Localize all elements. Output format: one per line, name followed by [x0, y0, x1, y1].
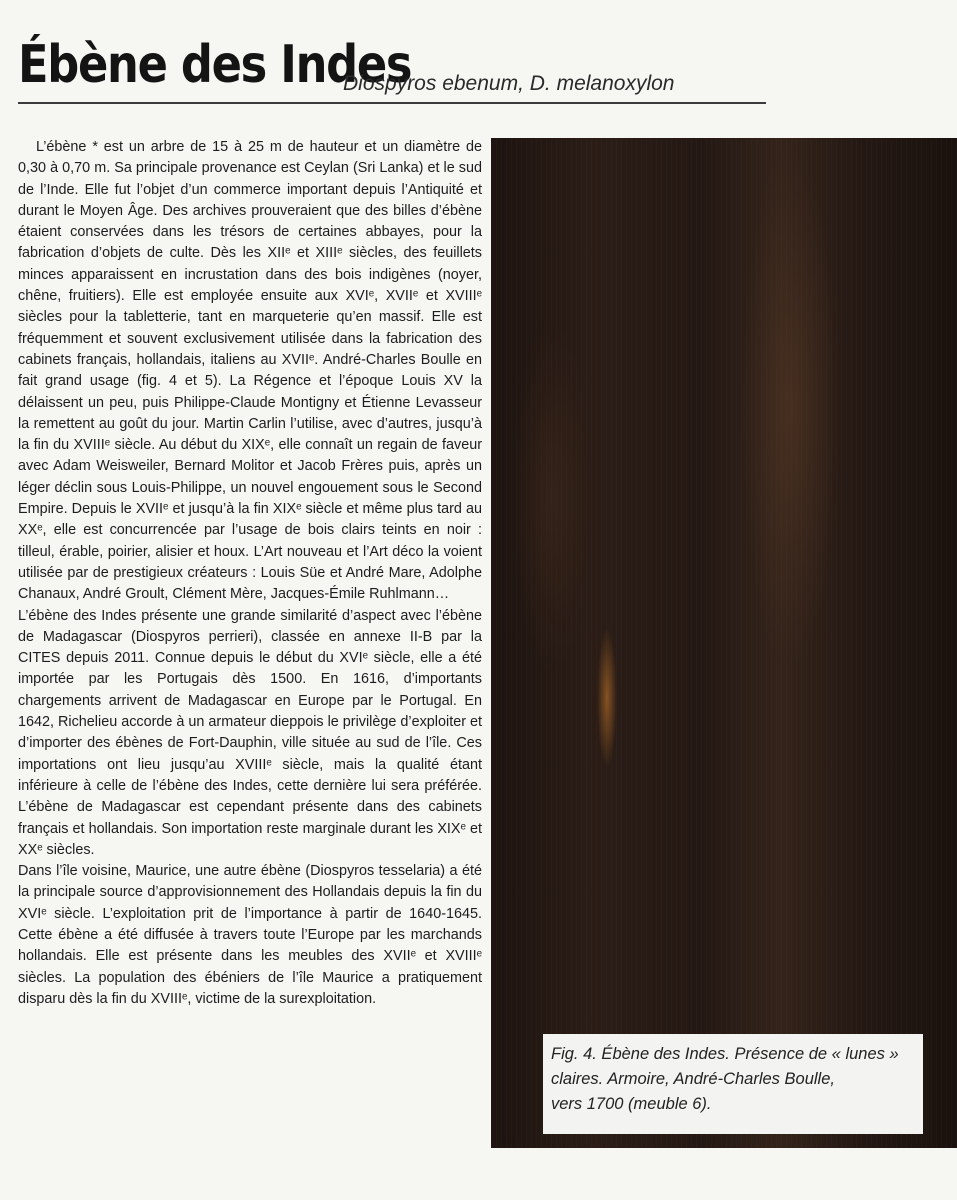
figure-caption — [551, 1042, 921, 1117]
paragraph-2: L’ébène des Indes présente une grande similarité d’aspect avec l’ébène de Madagascar (Diospyros perrieri), classée en annexe II-B par la CITES depuis 2011. Connue depuis le début du XVIᵉ siècle, elle a été importée par les Portugais dès 1500. En 1616, d’importants chargements arrivent de Madagascar en Europe par le Portugal. En 1642, Richelieu accorde à un armateur dieppois le privilège d’exploiter et d’importer des ébènes de Fort-Dauphin, ville située au sud de l’île. Ces importations ont lieu jusqu’au XVIIIᵉ siècle, mais la qualité étant inférieure à celle de l’ébène des Indes, cette dernière lui sera préférée. L’ébène de Madagascar est cependant présente dans des cabinets français et hollandais. Son importation reste marginale durant les XIXᵉ et XXᵉ siècles. — [18, 607, 482, 858]
caption-line-3: vers 1700 (meuble 6). — [551, 1095, 712, 1113]
caption-line-2: claires. Armoire, André-Charles Boulle, — [551, 1070, 835, 1088]
latin-name: Diospyros ebenum, D. melanoxylon — [343, 72, 675, 95]
article-title: Ébène des Indes — [18, 35, 412, 95]
paragraph-3: Dans l’île voisine, Maurice, une autre ébène (Diospyros tesselaria) a été la principale source d’approvisionnement des Hollandais depuis la fin du XVIᵉ siècle. L’exploitation prit de l’importance à partir de 1640-1645. Cette ébène a été diffusée à travers toute l’Europe par les marchands hollandais. Elle est présente dans les meubles des XVIIᵉ et XVIIIᵉ siècles. La population des ébéniers de l’île Maurice a pratiquement disparu dès la fin du XVIIIᵉ, victime de la surexploitation. — [18, 863, 482, 1007]
paragraph-1: L’ébène * est un arbre de 15 à 25 m de hauteur et un diamètre de 0,30 à 0,70 m. Sa principale provenance est Ceylan (Sri Lanka) et le sud de l’Inde. Elle fut l’objet d’un commerce important depuis l’Antiquité et durant le Moyen Âge. Des archives prouveraient que des billes d’ébène étaient conservées dans les trésors de certaines abbayes, pour la fabrication d’objets de culte. Dès les XIIᵉ et XIIIᵉ siècles, des feuillets minces apparaissent en incrustation dans des bois indigènes (noyer, chêne, fruitiers). Elle est employée ensuite aux XVIᵉ, XVIIᵉ et XVIIIᵉ siècles pour la tabletterie, tant en marqueterie qu’en massif. Elle est fréquemment et souvent exclusivement utilisée dans la fabrication des cabinets français, hollandais, italiens au XVIIᵉ. André-Charles Boulle en fait grand usage (fig. 4 et 5). La Régence et l’époque Louis XV la délaissent un peu, puis Philippe-Claude Montigny et Étienne Levasseur la remettent au goût du jour. Martin Carlin l’utilise, avec d’autres, jusqu’à la fin du XVIIIᵉ siècle. Au début du XIXᵉ, elle connaît un regain de faveur avec Adam Weisweiler, Bernard Molitor et Jacob Frères puis, après un léger déclin sous Louis-Philippe, un nouvel engouement sous le Second Empire. Depuis le XVIIᵉ et jusqu’à la fin XIXᵉ siècle et même plus tard au XXᵉ, elle est concurrencée par l’usage de bois clairs teints en noir : tilleul, érable, poirier, alisier et houx. L’Art nouveau et l’Art déco la voient utilisée par de prestigieux créateurs : Louis Süe et André Mare, Adolphe Chanaux, André Groult, Clément Mère, Jacques-Émile Ruhlmann… — [18, 139, 482, 603]
article-body — [18, 137, 482, 1010]
figure-caption-box — [543, 1034, 923, 1134]
ebony-wood-photo — [491, 138, 957, 1148]
header-rule — [18, 102, 766, 104]
article-header — [18, 30, 766, 104]
caption-line-1: Fig. 4. Ébène des Indes. Présence de « lunes » — [551, 1045, 899, 1063]
